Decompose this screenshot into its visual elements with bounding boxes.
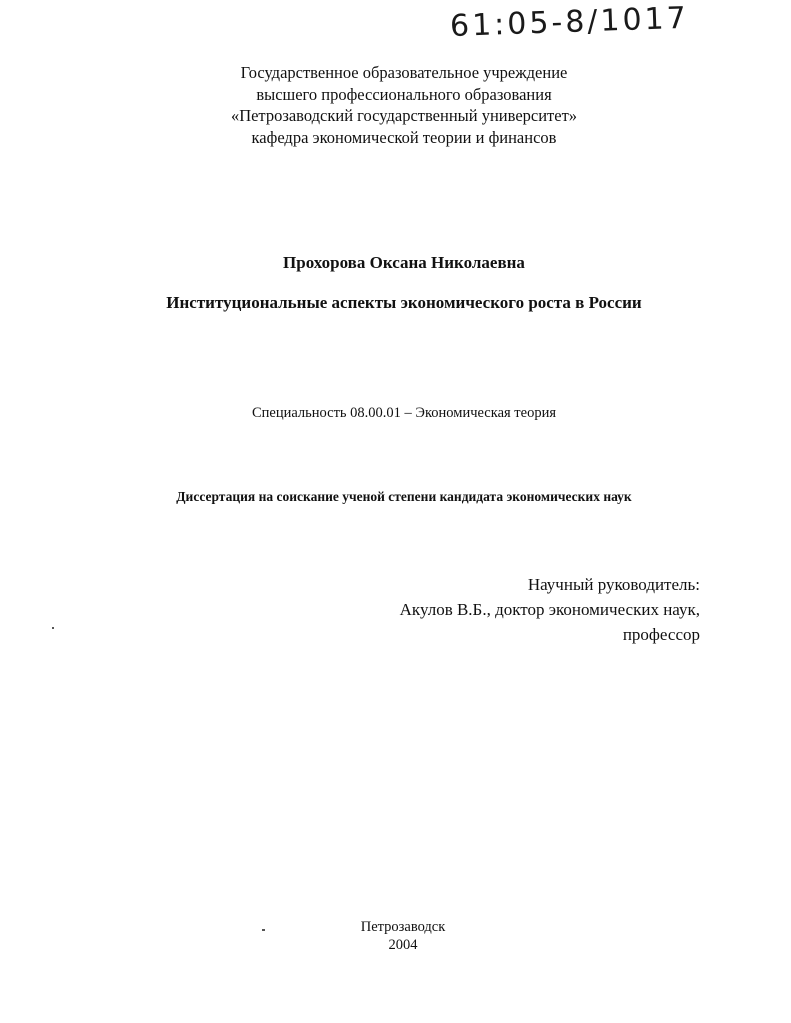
institution-line-2: высшего профессионального образования [256,84,552,104]
handwritten-archive-code: 61:05-8/1017 [449,0,690,45]
supervisor-label: Научный руководитель: [527,575,700,594]
scan-speck [52,627,54,629]
institution-header [0,62,791,148]
institution-line-1: Государственное образовательное учреждение [240,63,568,82]
city-year-block [0,918,791,954]
dissertation-degree-line: Диссертация на соискание ученой степени кандидата экономических наук [176,489,632,504]
supervisor-name: Акулов В.Б., доктор экономических наук, [399,600,700,619]
dissertation-title: Институциональные аспекты экономического роста в России [166,293,642,312]
supervisor-block [400,572,700,647]
year: 2004 [388,937,418,953]
city: Петрозаводск [360,919,446,935]
institution-line-3: «Петрозаводский государственный университет» [230,106,578,125]
supervisor-title: профессор [622,625,700,644]
author-name: Прохорова Оксана Николаевна [283,253,525,272]
institution-line-4: кафедра экономической теории и финансов [251,127,557,147]
specialty-line: Специальность 08.00.01 – Экономическая теория [251,405,556,421]
scan-speck [262,929,265,931]
